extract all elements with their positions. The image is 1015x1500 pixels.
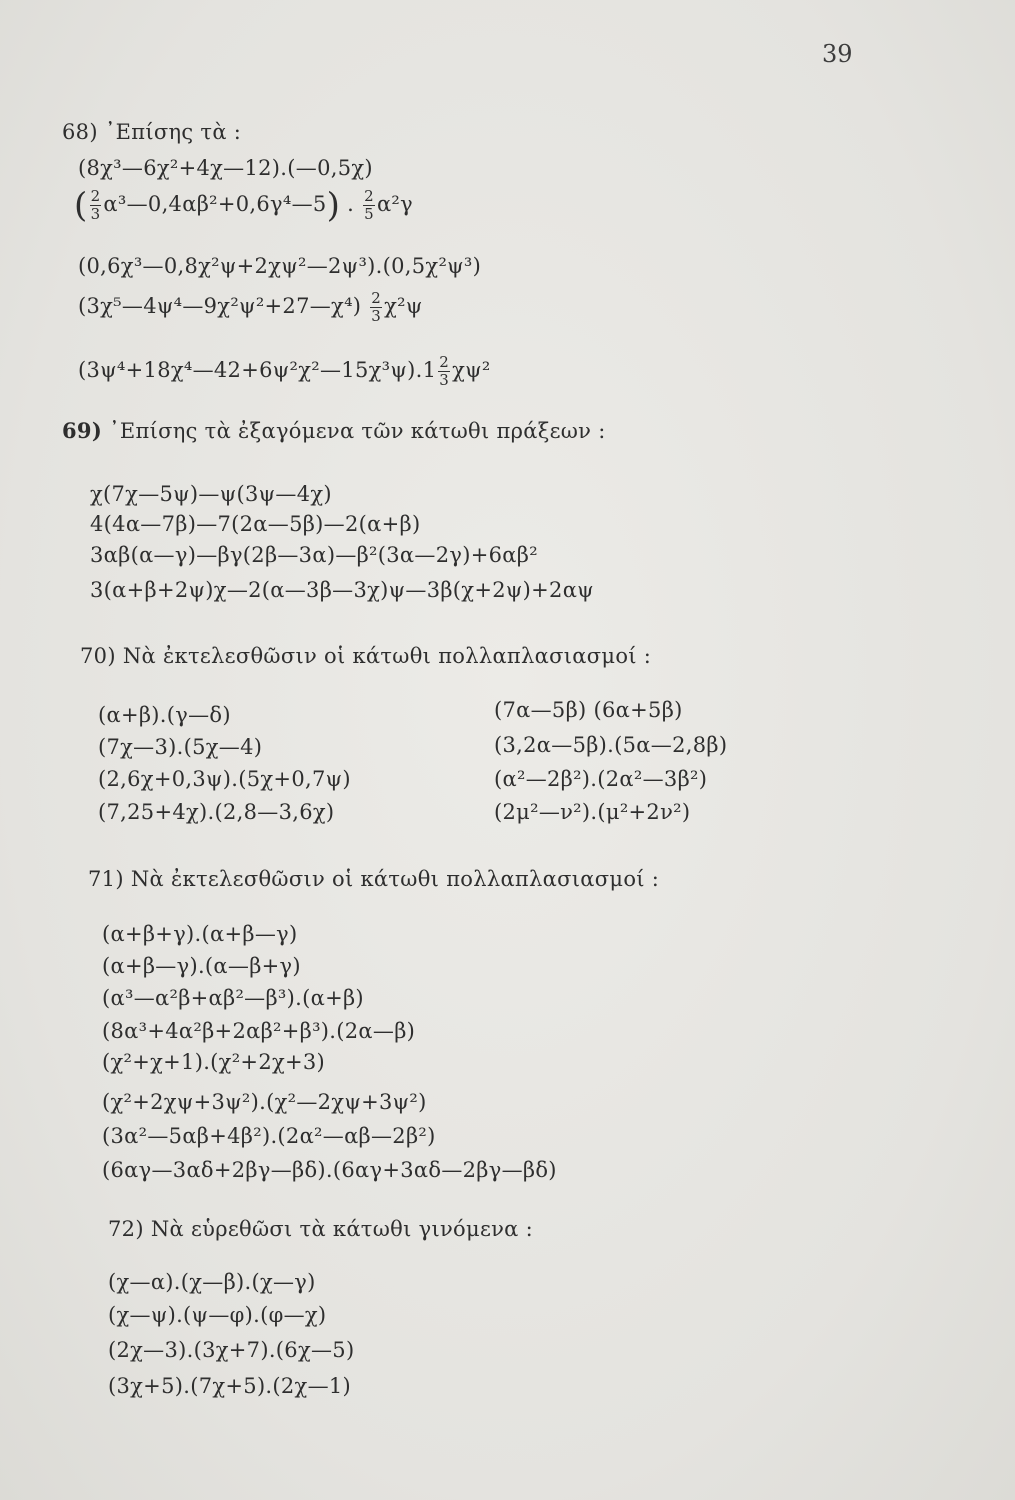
exercise-71-title: Νὰ ἐκτελεσθῶσιν οἱ κάτωθι πολλαπλασιασμοί : — [130, 867, 660, 891]
page-number: 39 — [822, 40, 853, 68]
exercise-70-left-3: (2,6χ+0,3ψ).(5χ+0,7ψ) — [98, 767, 351, 791]
exercise-72-line-4: (3χ+5).(7χ+5).(2χ—1) — [108, 1374, 352, 1398]
exercise-71-line-8: (6αγ—3αδ+2βγ—βδ).(6αγ+3αδ—2βγ—βδ) — [102, 1158, 557, 1182]
exercise-72-title: Νὰ εὑρεθῶσι τὰ κάτωθι γινόμενα : — [150, 1217, 534, 1241]
exercise-68-label: 68) — [62, 120, 98, 144]
exercise-70-label: 70) — [80, 644, 116, 668]
exercise-69-line-4: 3(α+β+2ψ)χ—2(α—3β—3χ)ψ—3β(χ+2ψ)+2αψ — [90, 578, 594, 602]
close-paren: ) — [326, 185, 341, 226]
exercise-69-heading — [62, 418, 606, 443]
exercise-68-line-2: ( $\frac{2}{3}$ α³—0,4αβ²+0,6γ⁴—5) . $\frac{2}{5}$ α²γ — [74, 185, 414, 226]
exercise-71-line-1: (α+β+γ).(α+β—γ) — [102, 922, 298, 946]
exercise-68-line-4: (3χ⁵—4ψ⁴—9χ²ψ²+27—χ⁴) $\frac{2}{3}$ χ²ψ — [78, 289, 423, 325]
exercise-70-right-2: (3,2α—5β).(5α—2,8β) — [494, 733, 728, 757]
exercise-69-line-3: 3αβ(α—γ)—βγ(2β—3α)—β²(3α—2γ)+6αβ² — [90, 543, 538, 567]
exercise-71-line-4: (8α³+4α²β+2αβ²+β³).(2α—β) — [102, 1019, 416, 1043]
exercise-68-title: ᾿Επίσης τὰ : — [104, 120, 242, 144]
exercise-72-line-3: (2χ—3).(3χ+7).(6χ—5) — [108, 1338, 355, 1362]
exercise-71-heading — [88, 867, 659, 891]
open-paren: ( — [74, 185, 88, 226]
exercise-69-label: 69) — [62, 418, 103, 443]
exercise-71-line-2: (α+β—γ).(α—β+γ) — [102, 954, 301, 978]
exercise-69-line-2: 4(4α—7β)—7(2α—5β)—2(α+β) — [90, 512, 421, 536]
exercise-70-heading — [80, 644, 651, 668]
exercise-71-line-6: (χ²+2χψ+3ψ²).(χ²—2χψ+3ψ²) — [102, 1090, 427, 1114]
exercise-71-label: 71) — [88, 867, 124, 891]
exercise-72-line-1: (χ—α).(χ—β).(χ—γ) — [108, 1270, 316, 1294]
fraction-2-5: $\frac{2}{5}$ — [364, 187, 374, 223]
exercise-71-line-5: (χ²+χ+1).(χ²+2χ+3) — [102, 1050, 326, 1074]
exercise-70-right-4: (2μ²—ν²).(μ²+2ν²) — [494, 800, 691, 824]
fraction-2-3: $\frac{2}{3}$ — [371, 289, 382, 325]
exercise-68-heading — [62, 120, 241, 144]
exercise-70-left-1: (α+β).(γ—δ) — [98, 703, 231, 727]
fraction-2-3: $\frac{2}{3}$ — [90, 187, 101, 223]
fraction-2-3: $\frac{2}{3}$ — [439, 353, 450, 389]
exercise-70-left-4: (7,25+4χ).(2,8—3,6χ) — [98, 800, 335, 824]
exercise-68-line-2-expr: —0,4αβ²+0,6γ⁴—5 — [126, 192, 327, 216]
exercise-72-line-2: (χ—ψ).(ψ—φ).(φ—χ) — [108, 1303, 327, 1327]
exercise-68-line-5: (3ψ⁴+18χ⁴—42+6ψ²χ²—15χ³ψ).1 $\frac{2}{3}$ χψ² — [78, 353, 491, 389]
exercise-70-right-1: (7α—5β) (6α+5β) — [494, 698, 683, 722]
exercise-68-line-3: (0,6χ³—0,8χ²ψ+2χψ²—2ψ³).(0,5χ²ψ³) — [78, 254, 482, 278]
exercise-70-left-2: (7χ—3).(5χ—4) — [98, 735, 263, 759]
exercise-72-label: 72) — [108, 1217, 144, 1241]
exercise-69-line-1: χ(7χ—5ψ)—ψ(3ψ—4χ) — [90, 482, 332, 506]
exercise-69-title: ᾿Επίσης τὰ ἐξαγόμενα τῶν κάτωθι πράξεων : — [109, 419, 606, 443]
exercise-72-heading — [108, 1217, 533, 1241]
exercise-70-right-3: (α²—2β²).(2α²—3β²) — [494, 767, 708, 791]
exercise-70-title: Νὰ ἐκτελεσθῶσιν οἱ κάτωθι πολλαπλασιασμοί : — [122, 644, 652, 668]
exercise-71-line-7: (3α²—5αβ+4β²).(2α²—αβ—2β²) — [102, 1124, 436, 1148]
exercise-68-line-1: (8χ³—6χ²+4χ—12).(—0,5χ) — [78, 156, 373, 180]
exercise-71-line-3: (α³—α²β+αβ²—β³).(α+β) — [102, 986, 364, 1010]
